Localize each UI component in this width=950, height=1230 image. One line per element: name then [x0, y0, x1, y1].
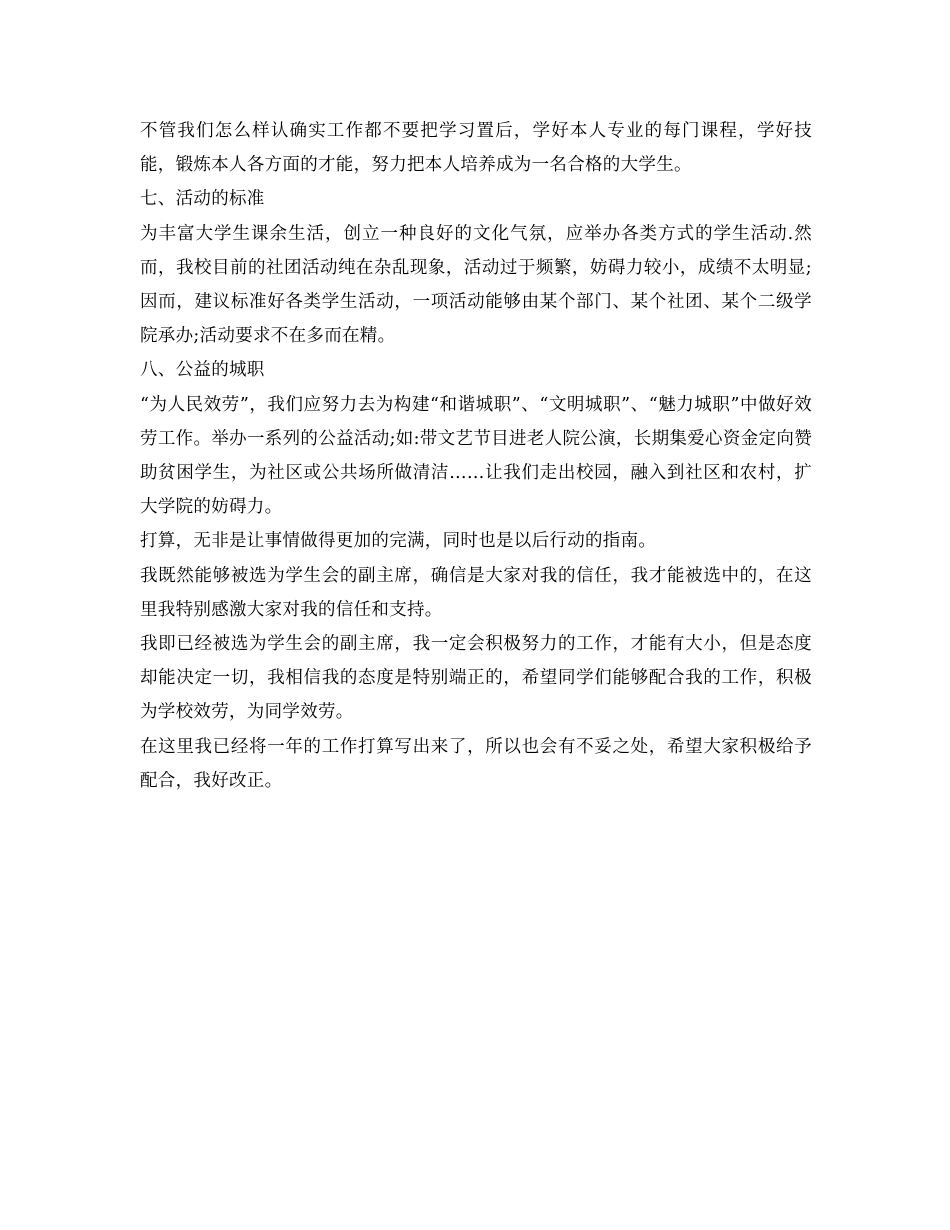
paragraph-closing: 在这里我已经将一年的工作打算写出来了，所以也会有不妥之处，希望大家积极给予配合，我好改正。 — [140, 736, 812, 791]
paragraph-gratitude: 我既然能够被选为学生会的副主席，确信是大家对我的信任，我才能被选中的，在这里我特别感激大家对我的信任和支持。 — [140, 565, 812, 620]
paragraph-public-welfare: “为人民效劳”，我们应努力去为构建“和谐城职”、“文明城职”、“魅力城职”中做好效劳工作。举办一系列的公益活动;如:带文艺节目进老人院公演，长期集爱心资金定向赞助贫困学生，为社区或公共场所做清洁……让我们走出校园，融入到社区和农村，扩大学院的妨碍力。 — [140, 394, 812, 518]
section-heading-activity-standards: 七、活动的标准 — [140, 189, 265, 210]
document-body — [140, 114, 812, 798]
paragraph-plan-purpose: 打算，无非是让事情做得更加的完满，同时也是以后行动的指南。 — [140, 531, 657, 552]
paragraph-activity-standards: 为丰富大学生课余生活，创立一种良好的文化气氛，应举办各类方式的学生活动.然而，我校目前的社团活动纯在杂乱现象，活动过于频繁，妨碍力较小，成绩不太明显;因而，建议标准好各类学生活动，一项活动能够由某个部门、某个社团、某个二级学院承办;活动要求不在多而在精。 — [140, 223, 812, 347]
paragraph-commitment: 我即已经被选为学生会的副主席，我一定会积极努力的工作，才能有大小，但是态度却能决定一切，我相信我的态度是特别端正的，希望同学们能够配合我的工作，积极为学校效劳，为同学效劳。 — [140, 634, 812, 723]
paragraph-study-priority: 不管我们怎么样认确实工作都不要把学习置后，学好本人专业的每门课程，学好技能，锻炼本人各方面的才能，努力把本人培养成为一名合格的大学生。 — [140, 121, 812, 176]
section-heading-public-welfare: 八、公益的城职 — [140, 360, 265, 381]
